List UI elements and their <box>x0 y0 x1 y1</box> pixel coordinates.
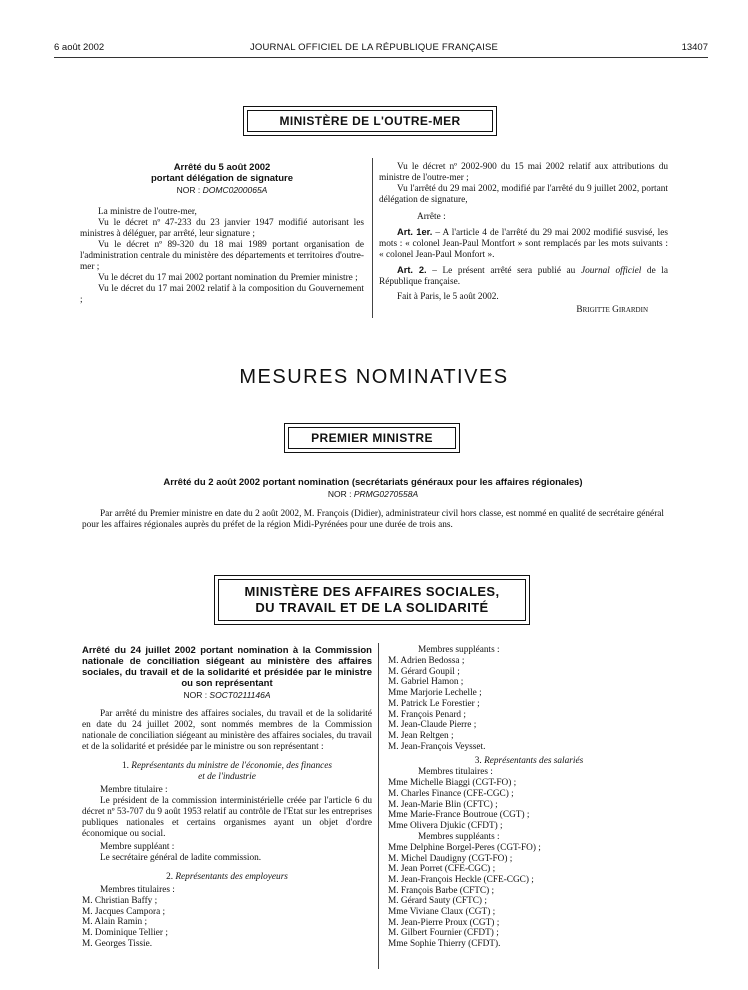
list-item: M. Gérard Goupil ; <box>388 666 460 677</box>
article-2-journal: Journal officiel <box>580 266 642 276</box>
member-list <box>388 778 670 832</box>
nor-label: NOR : <box>183 690 210 700</box>
ministry-title-line2: DU TRAVAIL ET DE LA SOLIDARITÉ <box>255 600 489 615</box>
heading-number: 2. <box>166 872 176 882</box>
paragraph: Vu le décret nº 89-320 du 18 mai 1989 portant organisation de l'administration centrale du ministère des départements et territoires d'outre-mer ; <box>80 240 364 272</box>
heading-number: 1. <box>122 761 132 771</box>
article-2 <box>379 265 668 288</box>
section3-left-column <box>82 645 372 950</box>
mesures-nominatives-title: MESURES NOMINATIVES <box>239 366 509 388</box>
label: Membre titulaire : <box>100 785 168 795</box>
decree-title: Arrêté du 5 août 2002 <box>173 162 271 173</box>
article-1 <box>379 227 668 261</box>
paragraph: Vu l'arrêté du 29 mai 2002, modifié par l'arrêté du 9 juillet 2002, portant délégation de signature, <box>379 184 668 205</box>
section2 <box>60 477 686 531</box>
list-item: M. Dominique Tellier ; <box>82 928 168 939</box>
list-item: M. Christian Baffy ; <box>82 896 158 906</box>
nor-reference <box>82 690 372 700</box>
ministry-box-affaires-sociales <box>214 575 530 625</box>
paragraph: Vu le décret du 17 mai 2002 relatif à la composition du Gouvernement ; <box>80 284 364 305</box>
nor-code: DOMC0200065A <box>202 185 268 195</box>
article-2-label: Art. 2. <box>397 265 427 275</box>
nor-code: PRMG0270558A <box>353 489 419 499</box>
section-heading-2 <box>82 872 372 883</box>
list-item: M. Jacques Campora ; <box>82 906 166 917</box>
list-item: M. Gérard Sauty (CFTC) ; <box>388 896 487 907</box>
list-item: M. Michel Daudigny (CGT-FO) ; <box>388 853 513 864</box>
paragraph: Par arrêté du ministre des affaires sociales, du travail et de la solidarité en date du 24 juillet 2002, sont nommés membres de la Commission nationale de conciliation siégeant au ministère des affaires sociales, du travail et de la solidarité et présidée par le ministre ou son représentant : <box>82 709 372 752</box>
arrete-label: Arrête : <box>417 212 446 222</box>
article-2-text: – Le présent arrêté sera publié au <box>426 266 581 276</box>
nor-reference <box>80 185 364 195</box>
member-list <box>388 656 670 752</box>
paragraph: Vu le décret nº 2002-900 du 15 mai 2002 relatif aux attributions du ministre de l'outre-mer ; <box>379 162 668 183</box>
list-item: M. Jean-François Veysset. <box>388 741 486 752</box>
list-item: M. Jean Porret (CFE-CGC) ; <box>388 864 496 875</box>
decree-title: Arrêté du 2 août 2002 portant nomination (secrétariats généraux pour les affaires régionales) <box>163 477 583 488</box>
list-item: M. Jean-François Heckle (CFE-CGC) ; <box>388 874 534 885</box>
list-item: M. Gilbert Fournier (CFDT) ; <box>388 928 499 939</box>
list-item: M. Jean-Pierre Proux (CGT) ; <box>388 917 500 928</box>
paragraph: Vu le décret nº 47-233 du 23 janvier 1947 modifié autorisant les ministres à déléguer, par arrêté, leur signature ; <box>80 218 364 239</box>
section1-right-column <box>379 162 668 316</box>
list-item: Mme Delphine Borgel-Peres (CGT-FO) ; <box>388 842 541 853</box>
paragraph: Par arrêté du Premier ministre en date du 2 août 2002, M. François (Didier), administrateur civil hors classe, est nommé en qualité de secrétaire général pour les affaires régionales auprès du préfet de la région Midi-Pyrénées pour une durée de trois ans. <box>82 509 664 530</box>
column-divider <box>378 643 379 969</box>
header-page-number: 13407 <box>681 42 708 53</box>
list-item: M. Charles Finance (CFE-CGC) ; <box>388 789 514 800</box>
heading-number: 3. <box>474 756 485 767</box>
header-rule <box>54 57 708 58</box>
paragraph: Vu le décret du 17 mai 2002 portant nomination du Premier ministre ; <box>98 273 358 283</box>
paragraph: Le secrétaire général de ladite commission. <box>100 853 262 863</box>
list-item: M. Adrien Bedossa ; <box>388 656 465 666</box>
list-item: M. Jean-Claude Pierre ; <box>388 720 477 731</box>
list-item: M. Jean Reltgen ; <box>388 730 454 741</box>
ministry-title <box>218 579 526 621</box>
heading-text: Représentants des employeurs <box>175 872 288 882</box>
list-item: Mme Viviane Claux (CGT) ; <box>388 907 496 918</box>
list-item: Mme Marjorie Lechelle ; <box>388 688 482 699</box>
list-item: M. Patrick Le Forestier ; <box>388 698 480 709</box>
header-date: 6 août 2002 <box>54 42 105 53</box>
list-item: Mme Michelle Biaggi (CGT-FO) ; <box>388 778 517 789</box>
ministry-title: PREMIER MINISTRE <box>288 427 456 449</box>
nor-label: NOR : <box>176 185 203 195</box>
ministry-box-premier-ministre <box>284 423 460 453</box>
paragraph: Le président de la commission interministérielle créée par l'article 6 du décret nº 53-707 du 9 août 1953 relatif au contrôle de l'Etat sur les entreprises publiques nationales et certains organismes ayant un objet d'ordre économique ou social. <box>82 796 372 839</box>
heading-text: Représentants des salariés <box>484 756 584 767</box>
label: Membres titulaires : <box>100 885 175 895</box>
list-item: Mme Sophie Thierry (CFDT). <box>388 939 501 950</box>
section-heading-1 <box>82 761 372 783</box>
nor-label: NOR : <box>327 489 354 499</box>
list-item: M. Alain Ramin ; <box>82 917 148 928</box>
ministry-title-line1: MINISTÈRE DES AFFAIRES SOCIALES, <box>244 584 500 599</box>
member-list <box>82 896 372 950</box>
list-item: M. Georges Tissie. <box>82 938 153 949</box>
list-item: Mme Olivera Djukic (CFDT) ; <box>388 821 503 832</box>
list-item: M. Jean-Marie Blin (CFTC) ; <box>388 799 498 810</box>
article-1-text: – A l'article 4 de l'arrêté du 29 mai 2002 modifié susvisé, les mots : « colonel Jean-Paul Montfort » sont remplacés par les mots suivants : « colonel Jean-Paul Monfort ». <box>379 228 668 260</box>
article-1-label: Art. 1er. <box>397 227 433 237</box>
list-item: M. François Penard ; <box>388 709 466 720</box>
label: Membre suppléant : <box>100 842 175 852</box>
article-2-text-end: de la République française. <box>379 266 669 287</box>
list-item: M. François Barbe (CFTC) ; <box>388 885 495 896</box>
done-at: Fait à Paris, le 5 août 2002. <box>397 292 499 302</box>
paragraph: La ministre de l'outre-mer, <box>98 207 197 217</box>
nor-code: SOCT0211146A <box>209 690 271 700</box>
decree-subtitle: portant délégation de signature <box>151 173 293 184</box>
nor-reference <box>60 489 686 499</box>
label: Membres titulaires : <box>418 767 493 778</box>
ministry-title: MINISTÈRE DE L'OUTRE-MER <box>247 110 493 132</box>
decree-title: Arrêté du 24 juillet 2002 portant nomination à la Commission nationale de conciliation siégeant au ministère des affaires sociales, du travail et de la solidarité et présidée par le ministre ou son représentant <box>82 645 372 689</box>
section-heading-3 <box>388 756 670 767</box>
header-journal-title: JOURNAL OFFICIEL DE LA RÉPUBLIQUE FRANÇAISE <box>249 42 499 53</box>
section3-right-column <box>388 645 670 950</box>
list-item: Mme Marie-France Boutroue (CGT) ; <box>388 810 530 821</box>
label: Membres suppléants : <box>418 831 500 842</box>
heading-text: Représentants du ministre de l'économie, des finances et de l'industrie <box>131 761 333 782</box>
signature: Brigitte Girardin <box>576 305 648 315</box>
ministry-box-outre-mer <box>243 106 497 136</box>
label: Membres suppléants : <box>418 645 500 655</box>
list-item: M. Gabriel Hamon ; <box>388 677 464 688</box>
section1-left-column <box>80 162 364 306</box>
column-divider <box>372 158 373 318</box>
member-list <box>388 843 670 950</box>
